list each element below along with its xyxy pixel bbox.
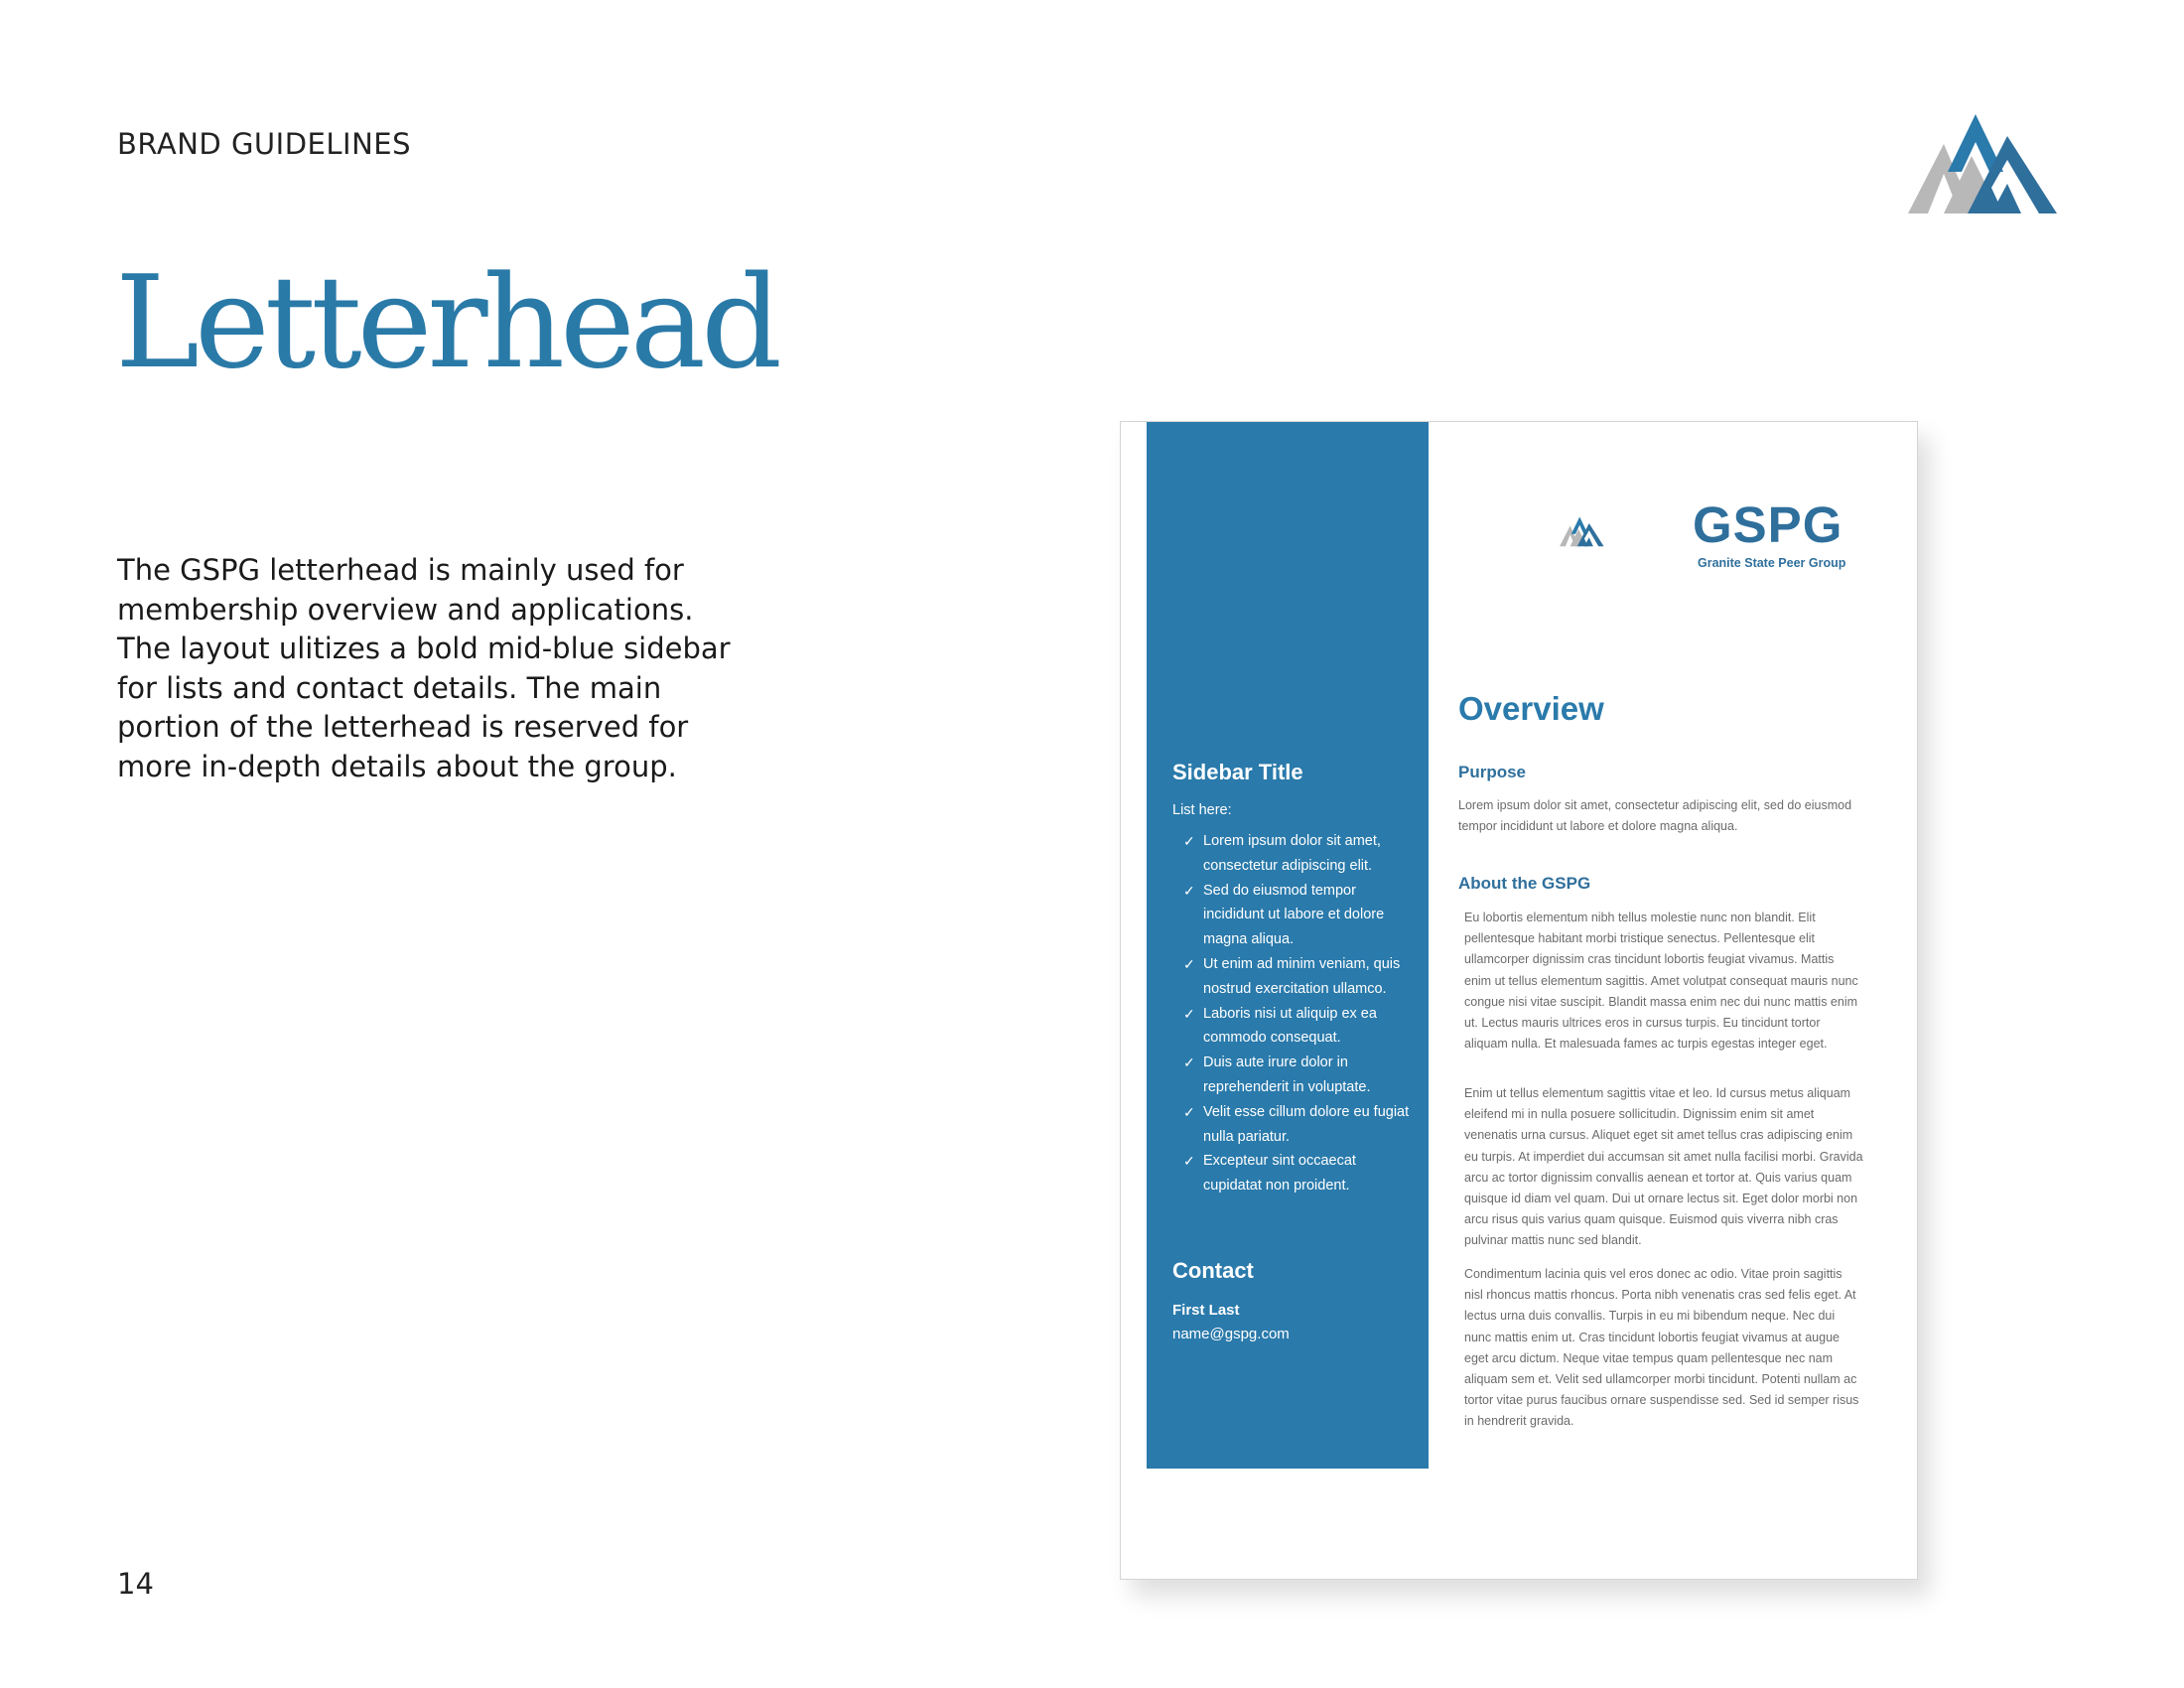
- checklist-item: ✓ Excepteur sint occaecat cupidatat non proident.: [1172, 1149, 1416, 1198]
- checklist-item: ✓ Sed do eiusmod tempor incididunt ut labore et dolore magna aliqua.: [1172, 879, 1416, 952]
- logo-wordmark: GSPG: [1693, 496, 1843, 553]
- check-icon: ✓: [1183, 1153, 1195, 1170]
- contact-email: name@gspg.com: [1172, 1326, 1290, 1342]
- check-icon: ✓: [1183, 1103, 1195, 1120]
- page-title: Letterhead: [115, 249, 777, 397]
- about-paragraph: Enim ut tellus elementum sagittis vitae et leo. Id cursus metus aliquam eleifend mi in nulla posuere sollicitudin. Dignissim enim sit amet venenatis urna cursus. Aliquet eget sit amet tellus cras adipiscing enim eu turpis. At imperdiet dui accumsan sit amet nulla facilisi morbi. Gravida arcu ac tortor dignissim convallis aenean et tortor at. Quis varius quam quisque id diam vel quam. Dui ut ornare lectus sit. Eget dolor morbi non arcu risus quis varius quam quisque. Euismod quis viverra nibh cras pulvinar mattis nunc sed blandit.: [1464, 1086, 1863, 1248]
- sidebar-list-label: List here:: [1172, 802, 1232, 818]
- checklist-item: ✓ Ut enim ad minim veniam, quis nostrud exercitation ullamco.: [1172, 952, 1416, 1002]
- check-icon: ✓: [1183, 882, 1195, 899]
- contact-name: First Last: [1172, 1302, 1240, 1319]
- checklist-item: ✓ Velit esse cillum dolore eu fugiat nulla pariatur.: [1172, 1100, 1416, 1150]
- check-icon: ✓: [1183, 955, 1195, 972]
- contact-title: Contact: [1172, 1258, 1254, 1283]
- about-paragraph: Condimentum lacinia quis vel eros donec ac odio. Vitae proin sagittis nisl rhoncus mattis rhoncus. Porta nibh venenatis cras sed felis eget. At lectus urna duis convallis. Turpis in eu mi bibendum neque. Nec dui nunc mattis enim ut. Cras tincidunt lobortis feugiat vivamus at augue eget arcu dictum. Neque vitae tempus quam pellentesque nec nam aliquam sem et. Velit sed ullamcorper morbi tincidunt. Potenti nullam ac tortor vitae purus faucibus ornare suspendisse sed. Sed id semper risus in hendrerit gravida.: [1464, 1267, 1859, 1429]
- check-icon: ✓: [1183, 1005, 1195, 1022]
- letterhead-mockup: [1120, 421, 1918, 1580]
- intro-paragraph: The GSPG letterhead is mainly used for membership overview and applications. The layout ulitizes a bold mid-blue sidebar for lists and contact details. The main portion of the letterhead is reserved for more in-depth details about the group.: [117, 553, 731, 783]
- checklist-item: ✓ Duis aute irure dolor in reprehenderit in voluptate.: [1172, 1051, 1416, 1100]
- about-heading: About the GSPG: [1458, 874, 1591, 893]
- gspg-logo-mark-icon: [1560, 493, 1689, 573]
- letterhead-sidebar: [1147, 422, 1429, 1469]
- sidebar-title: Sidebar Title: [1172, 760, 1303, 784]
- sidebar-checklist: [1172, 829, 1416, 1198]
- purpose-text: Lorem ipsum dolor sit amet, consectetur adipiscing elit, sed do eiusmod tempor incididunt ut labore et dolore magna aliqua.: [1458, 798, 1852, 834]
- checklist-item: ✓ Laboris nisi ut aliquip ex ea commodo consequat.: [1172, 1002, 1416, 1052]
- overview-title: Overview: [1458, 690, 1604, 727]
- check-icon: ✓: [1183, 1055, 1195, 1071]
- page-number: 14: [117, 1567, 154, 1601]
- purpose-heading: Purpose: [1458, 763, 1527, 781]
- about-paragraph: Eu lobortis elementum nibh tellus molestie nunc non blandit. Elit pellentesque habitant morbi tristique senectus. Pellentesque elit ullamcorper dignissim cras tincidunt lobortis feugiat vivamus. Mattis enim ut tellus elementum sagittis. Amet volutpat consequat mauris nunc congue nisi vitae suscipit. Blandit massa enim nec dui nunc mattis enim ut. Lectus mauris ultrices eros in cursus turpis. Eu tincidunt tortor aliquam nulla. Et malesuada fames ac turpis egestas integer eget.: [1464, 911, 1858, 1052]
- logo-tagline: Granite State Peer Group: [1698, 556, 1846, 570]
- mountain-peaks-icon: [1908, 114, 2087, 218]
- check-icon: ✓: [1183, 833, 1195, 849]
- brand-guidelines-label: BRAND GUIDELINES: [117, 127, 411, 161]
- checklist-item: ✓ Lorem ipsum dolor sit amet, consectetur adipiscing elit.: [1172, 829, 1416, 879]
